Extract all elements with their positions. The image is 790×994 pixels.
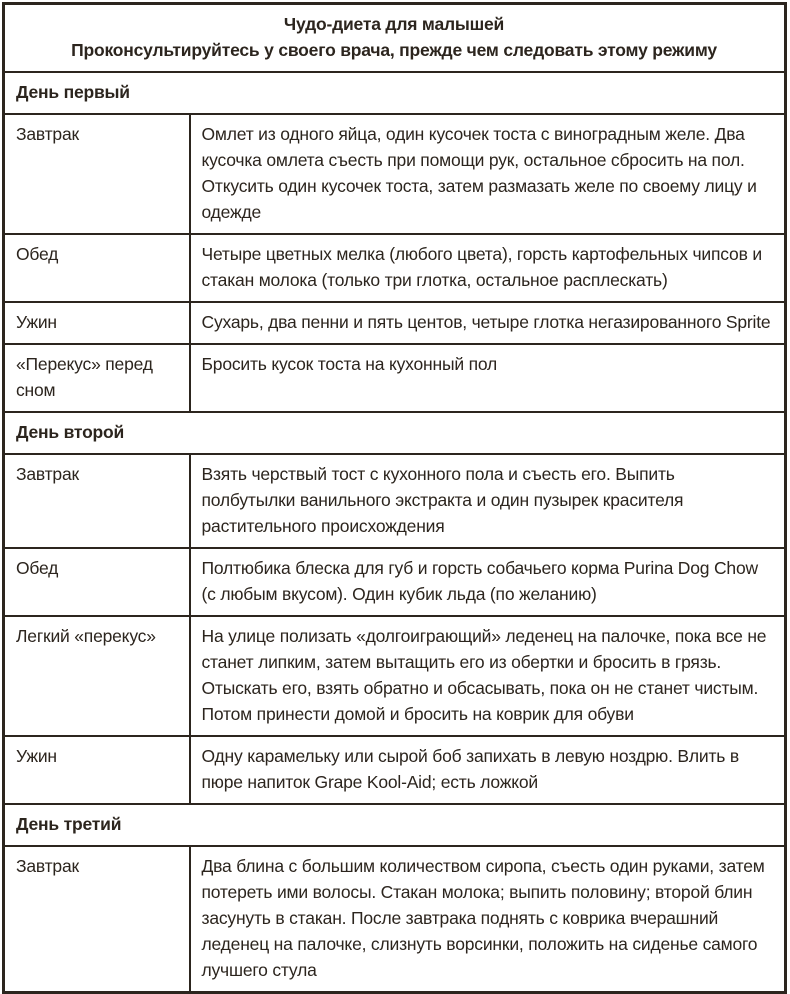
meal-name-cell: Легкий «перекус» xyxy=(4,616,190,736)
meal-description-cell: Взять черствый тост с кухонного пола и съесть его. Выпить полбутылки ванильного экстракта и один пузырек красителя растительного происхождения xyxy=(190,454,786,548)
meal-name-cell: Завтрак xyxy=(4,454,190,548)
meal-description-cell: Одну карамельку или сырой боб запихать в левую ноздрю. Влить в пюре напиток Grape Kool-Aid; есть ложкой xyxy=(190,736,786,804)
meal-row xyxy=(4,344,786,412)
day-header-row xyxy=(4,412,786,454)
meal-row xyxy=(4,234,786,302)
meal-name-cell: Ужин xyxy=(4,302,190,344)
meal-description-cell: Бросить кусок тоста на кухонный пол xyxy=(190,344,786,412)
meal-row xyxy=(4,846,786,993)
meal-description-cell: Омлет из одного яйца, один кусочек тоста с виноградным желе. Два кусочка омлета съесть при помощи рук, остальное сбросить на пол. Откусить один кусочек тоста, затем размазать желе по своему лицу и одежде xyxy=(190,114,786,234)
meal-description-cell: Полтюбика блеска для губ и горсть собачьего корма Purina Dog Chow (с любым вкусом). Один кубик льда (по желанию) xyxy=(190,548,786,616)
day-label: День первый xyxy=(4,72,786,114)
day-label: День третий xyxy=(4,804,786,846)
diet-table-body xyxy=(4,4,786,993)
meal-description-cell: Два блина с большим количеством сиропа, съесть один руками, затем потереть ими волосы. Стакан молока; выпить половину; второй блин засунуть в стакан. После завтрака поднять с коврика вчерашний леденец на палочке, слизнуть ворсинки, положить на сиденье самого лучшего стула xyxy=(190,846,786,993)
day-label: День второй xyxy=(4,412,786,454)
meal-name-cell: Завтрак xyxy=(4,846,190,993)
table-title: Чудо-диета для малышей xyxy=(283,14,505,34)
consult-warning: Проконсультируйтесь у своего врача, прежде чем следовать этому режиму xyxy=(71,40,717,60)
meal-row xyxy=(4,548,786,616)
meal-description-cell: На улице полизать «долгоиграющий» леденец на палочке, пока все не станет липким, затем вытащить его из обертки и бросить в грязь. Отыскать его, взять обратно и обсасывать, пока он не станет чистым. Потом принести домой и бросить на коврик для обуви xyxy=(190,616,786,736)
meal-row xyxy=(4,736,786,804)
meal-name-cell: Обед xyxy=(4,548,190,616)
day-header-row xyxy=(4,72,786,114)
meal-description-cell: Четыре цветных мелка (любого цвета), горсть картофельных чипсов и стакан молока (только три глотка, остальное расплескать) xyxy=(190,234,786,302)
meal-row xyxy=(4,454,786,548)
table-header-cell xyxy=(4,4,786,73)
meal-description-cell: Сухарь, два пенни и пять центов, четыре глотка негазированного Sprite xyxy=(190,302,786,344)
meal-row xyxy=(4,302,786,344)
meal-row xyxy=(4,616,786,736)
day-header-row xyxy=(4,804,786,846)
meal-name-cell: Ужин xyxy=(4,736,190,804)
meal-name-cell: «Перекус» перед сном xyxy=(4,344,190,412)
meal-name-cell: Завтрак xyxy=(4,114,190,234)
meal-row xyxy=(4,114,786,234)
meal-name-cell: Обед xyxy=(4,234,190,302)
diet-table xyxy=(2,2,787,994)
table-header-row xyxy=(4,4,786,73)
